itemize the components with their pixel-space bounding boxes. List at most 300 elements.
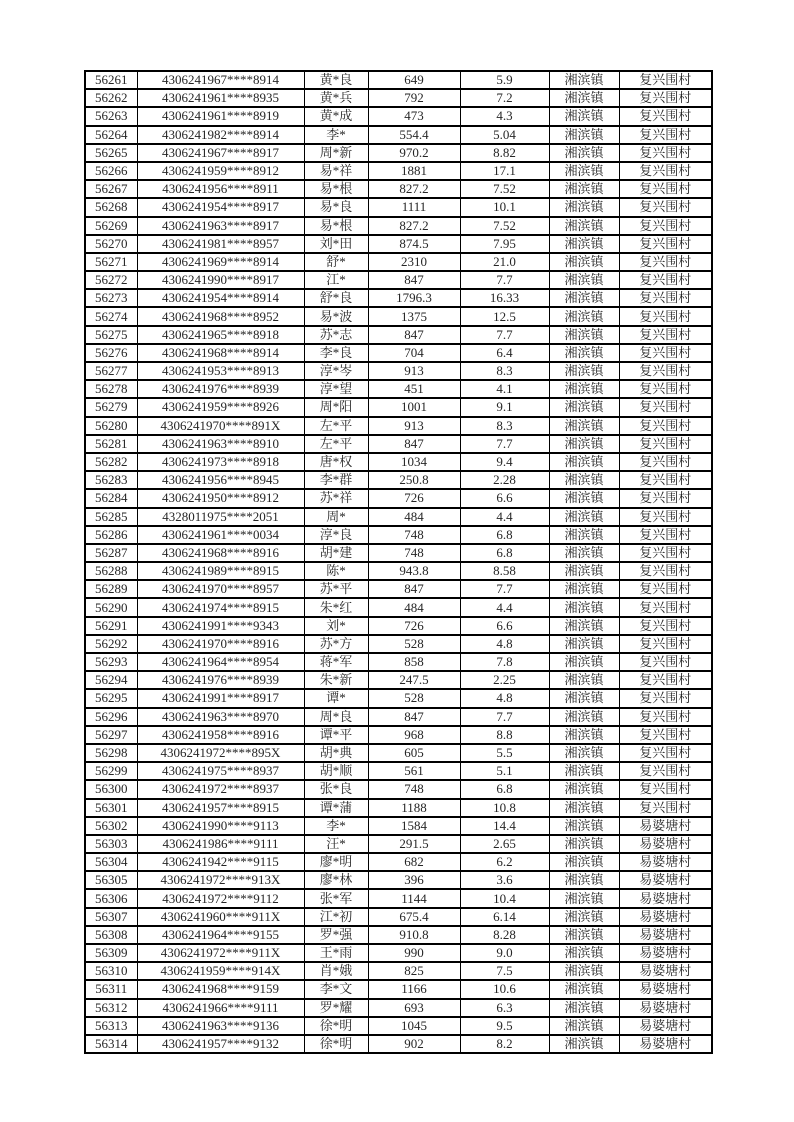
cell-masked-id-number: 4306241968****9159	[137, 980, 304, 998]
table-row	[85, 598, 712, 616]
cell-area: 2.65	[460, 835, 549, 853]
cell-masked-id-number: 4306241976****8939	[137, 671, 304, 689]
cell-amount: 1881	[368, 162, 460, 180]
cell-amount: 682	[368, 853, 460, 871]
table-row	[85, 526, 712, 544]
cell-masked-id-number: 4306241954****8917	[137, 198, 304, 216]
cell-village: 复兴围村	[619, 726, 712, 744]
cell-serial-number: 56269	[85, 217, 137, 235]
table-row	[85, 235, 712, 253]
cell-area: 8.3	[460, 417, 549, 435]
cell-town: 湘滨镇	[549, 817, 619, 835]
cell-serial-number: 56268	[85, 198, 137, 216]
cell-amount: 291.5	[368, 835, 460, 853]
cell-masked-name: 谭*	[304, 689, 368, 707]
table-row	[85, 271, 712, 289]
cell-serial-number: 56290	[85, 598, 137, 616]
table-row	[85, 908, 712, 926]
cell-serial-number: 56307	[85, 908, 137, 926]
cell-area: 4.4	[460, 598, 549, 616]
table-row	[85, 926, 712, 944]
cell-masked-id-number: 4306241942****9115	[137, 853, 304, 871]
table-row	[85, 107, 712, 125]
table-row	[85, 89, 712, 107]
cell-town: 湘滨镇	[549, 71, 619, 89]
cell-area: 10.8	[460, 799, 549, 817]
cell-masked-id-number: 4306241968****8914	[137, 344, 304, 362]
cell-town: 湘滨镇	[549, 653, 619, 671]
cell-town: 湘滨镇	[549, 926, 619, 944]
cell-amount: 827.2	[368, 217, 460, 235]
cell-town: 湘滨镇	[549, 835, 619, 853]
cell-serial-number: 56280	[85, 417, 137, 435]
cell-serial-number: 56310	[85, 962, 137, 980]
cell-amount: 1111	[368, 198, 460, 216]
cell-masked-id-number: 4306241990****9113	[137, 817, 304, 835]
table-row	[85, 689, 712, 707]
cell-town: 湘滨镇	[549, 344, 619, 362]
cell-area: 2.28	[460, 471, 549, 489]
table-row	[85, 144, 712, 162]
cell-masked-id-number: 4306241991****9343	[137, 617, 304, 635]
cell-town: 湘滨镇	[549, 799, 619, 817]
cell-amount: 528	[368, 689, 460, 707]
cell-area: 8.2	[460, 1035, 549, 1053]
cell-masked-name: 苏*祥	[304, 489, 368, 507]
cell-serial-number: 56261	[85, 71, 137, 89]
cell-village: 复兴围村	[619, 799, 712, 817]
cell-serial-number: 56284	[85, 489, 137, 507]
cell-village: 复兴围村	[619, 489, 712, 507]
cell-masked-id-number: 4306241961****8919	[137, 107, 304, 125]
cell-masked-name: 朱*红	[304, 598, 368, 616]
cell-masked-name: 苏*平	[304, 580, 368, 598]
cell-village: 复兴围村	[619, 217, 712, 235]
cell-area: 10.6	[460, 980, 549, 998]
cell-area: 7.8	[460, 653, 549, 671]
cell-masked-id-number: 4306241960****911X	[137, 908, 304, 926]
cell-town: 湘滨镇	[549, 126, 619, 144]
cell-masked-id-number: 4306241970****8957	[137, 580, 304, 598]
table-row	[85, 489, 712, 507]
cell-area: 6.8	[460, 526, 549, 544]
cell-town: 湘滨镇	[549, 726, 619, 744]
cell-village: 易婆塘村	[619, 962, 712, 980]
cell-area: 6.6	[460, 617, 549, 635]
cell-town: 湘滨镇	[549, 1017, 619, 1035]
cell-masked-id-number: 4306241968****8916	[137, 544, 304, 562]
cell-masked-name: 朱*新	[304, 671, 368, 689]
cell-village: 易婆塘村	[619, 944, 712, 962]
cell-area: 9.0	[460, 944, 549, 962]
table-row	[85, 453, 712, 471]
cell-amount: 913	[368, 417, 460, 435]
cell-village: 复兴围村	[619, 653, 712, 671]
table-row	[85, 544, 712, 562]
cell-amount: 847	[368, 580, 460, 598]
cell-town: 湘滨镇	[549, 617, 619, 635]
cell-town: 湘滨镇	[549, 562, 619, 580]
cell-village: 易婆塘村	[619, 817, 712, 835]
cell-masked-id-number: 4306241953****8913	[137, 362, 304, 380]
cell-village: 复兴围村	[619, 235, 712, 253]
cell-village: 复兴围村	[619, 126, 712, 144]
cell-masked-name: 易*祥	[304, 162, 368, 180]
cell-village: 复兴围村	[619, 144, 712, 162]
cell-amount: 250.8	[368, 471, 460, 489]
cell-village: 复兴围村	[619, 635, 712, 653]
cell-town: 湘滨镇	[549, 526, 619, 544]
cell-masked-id-number: 4306241989****8915	[137, 562, 304, 580]
cell-masked-name: 胡*建	[304, 544, 368, 562]
table-row	[85, 617, 712, 635]
cell-village: 复兴围村	[619, 362, 712, 380]
cell-amount: 748	[368, 544, 460, 562]
cell-masked-name: 左*平	[304, 435, 368, 453]
cell-town: 湘滨镇	[549, 253, 619, 271]
cell-town: 湘滨镇	[549, 453, 619, 471]
cell-masked-id-number: 4306241957****9132	[137, 1035, 304, 1053]
cell-area: 12.5	[460, 307, 549, 325]
cell-serial-number: 56314	[85, 1035, 137, 1053]
cell-amount: 561	[368, 762, 460, 780]
cell-masked-id-number: 4306241963****8910	[137, 435, 304, 453]
cell-masked-name: 易*波	[304, 307, 368, 325]
cell-town: 湘滨镇	[549, 235, 619, 253]
cell-masked-id-number: 4306241963****9136	[137, 1017, 304, 1035]
cell-village: 复兴围村	[619, 598, 712, 616]
cell-serial-number: 56287	[85, 544, 137, 562]
cell-amount: 943.8	[368, 562, 460, 580]
cell-masked-name: 李*良	[304, 344, 368, 362]
table-row	[85, 380, 712, 398]
table-row	[85, 708, 712, 726]
cell-town: 湘滨镇	[549, 489, 619, 507]
cell-serial-number: 56271	[85, 253, 137, 271]
cell-serial-number: 56312	[85, 999, 137, 1017]
cell-area: 6.6	[460, 489, 549, 507]
cell-serial-number: 56295	[85, 689, 137, 707]
cell-serial-number: 56279	[85, 398, 137, 416]
cell-town: 湘滨镇	[549, 580, 619, 598]
cell-area: 6.3	[460, 999, 549, 1017]
cell-village: 复兴围村	[619, 471, 712, 489]
cell-village: 复兴围村	[619, 89, 712, 107]
cell-masked-name: 左*平	[304, 417, 368, 435]
table-row	[85, 71, 712, 89]
cell-area: 14.4	[460, 817, 549, 835]
cell-village: 复兴围村	[619, 744, 712, 762]
cell-village: 复兴围村	[619, 344, 712, 362]
table-row	[85, 398, 712, 416]
cell-village: 易婆塘村	[619, 835, 712, 853]
cell-village: 复兴围村	[619, 289, 712, 307]
cell-town: 湘滨镇	[549, 1035, 619, 1053]
cell-town: 湘滨镇	[549, 162, 619, 180]
cell-masked-id-number: 4306241972****913X	[137, 871, 304, 889]
table-row	[85, 198, 712, 216]
cell-town: 湘滨镇	[549, 689, 619, 707]
cell-serial-number: 56266	[85, 162, 137, 180]
table-row	[85, 471, 712, 489]
table-row	[85, 289, 712, 307]
table-row	[85, 780, 712, 798]
cell-serial-number: 56270	[85, 235, 137, 253]
cell-town: 湘滨镇	[549, 326, 619, 344]
cell-town: 湘滨镇	[549, 107, 619, 125]
cell-amount: 1375	[368, 307, 460, 325]
cell-village: 复兴围村	[619, 508, 712, 526]
cell-masked-name: 张*军	[304, 889, 368, 907]
cell-area: 7.95	[460, 235, 549, 253]
cell-amount: 913	[368, 362, 460, 380]
table-row	[85, 999, 712, 1017]
cell-village: 复兴围村	[619, 398, 712, 416]
cell-serial-number: 56276	[85, 344, 137, 362]
cell-serial-number: 56300	[85, 780, 137, 798]
table-row	[85, 217, 712, 235]
cell-town: 湘滨镇	[549, 289, 619, 307]
cell-serial-number: 56292	[85, 635, 137, 653]
cell-village: 易婆塘村	[619, 889, 712, 907]
cell-town: 湘滨镇	[549, 144, 619, 162]
table-row	[85, 944, 712, 962]
cell-amount: 726	[368, 617, 460, 635]
cell-masked-name: 谭*平	[304, 726, 368, 744]
cell-area: 3.6	[460, 871, 549, 889]
cell-amount: 2310	[368, 253, 460, 271]
cell-village: 易婆塘村	[619, 853, 712, 871]
cell-village: 复兴围村	[619, 253, 712, 271]
cell-masked-id-number: 4306241972****9112	[137, 889, 304, 907]
cell-amount: 649	[368, 71, 460, 89]
cell-town: 湘滨镇	[549, 362, 619, 380]
cell-masked-name: 江*	[304, 271, 368, 289]
table-row	[85, 162, 712, 180]
cell-masked-name: 肖*娥	[304, 962, 368, 980]
cell-serial-number: 56306	[85, 889, 137, 907]
cell-serial-number: 56263	[85, 107, 137, 125]
cell-serial-number: 56309	[85, 944, 137, 962]
cell-amount: 1001	[368, 398, 460, 416]
cell-town: 湘滨镇	[549, 307, 619, 325]
cell-masked-id-number: 4306241956****8911	[137, 180, 304, 198]
table-row	[85, 253, 712, 271]
cell-serial-number: 56291	[85, 617, 137, 635]
cell-town: 湘滨镇	[549, 508, 619, 526]
table-row	[85, 417, 712, 435]
cell-amount: 247.5	[368, 671, 460, 689]
cell-village: 易婆塘村	[619, 1035, 712, 1053]
cell-village: 复兴围村	[619, 689, 712, 707]
cell-village: 复兴围村	[619, 198, 712, 216]
cell-serial-number: 56305	[85, 871, 137, 889]
cell-village: 复兴围村	[619, 162, 712, 180]
cell-village: 复兴围村	[619, 708, 712, 726]
cell-serial-number: 56277	[85, 362, 137, 380]
cell-masked-id-number: 4306241972****8937	[137, 780, 304, 798]
cell-area: 4.3	[460, 107, 549, 125]
cell-serial-number: 56262	[85, 89, 137, 107]
table-row	[85, 580, 712, 598]
cell-masked-name: 谭*蒲	[304, 799, 368, 817]
cell-area: 2.25	[460, 671, 549, 689]
cell-village: 复兴围村	[619, 107, 712, 125]
cell-serial-number: 56282	[85, 453, 137, 471]
cell-area: 9.4	[460, 453, 549, 471]
cell-masked-name: 刘*田	[304, 235, 368, 253]
cell-amount: 825	[368, 962, 460, 980]
cell-town: 湘滨镇	[549, 999, 619, 1017]
cell-serial-number: 56275	[85, 326, 137, 344]
cell-masked-id-number: 4306241974****8915	[137, 598, 304, 616]
cell-area: 6.8	[460, 780, 549, 798]
cell-masked-id-number: 4306241967****8917	[137, 144, 304, 162]
cell-village: 易婆塘村	[619, 926, 712, 944]
cell-village: 复兴围村	[619, 380, 712, 398]
cell-village: 复兴围村	[619, 71, 712, 89]
cell-area: 8.82	[460, 144, 549, 162]
cell-amount: 970.2	[368, 144, 460, 162]
table-row	[85, 344, 712, 362]
cell-area: 8.28	[460, 926, 549, 944]
cell-amount: 748	[368, 526, 460, 544]
cell-area: 5.1	[460, 762, 549, 780]
cell-masked-id-number: 4306241970****8916	[137, 635, 304, 653]
cell-amount: 1584	[368, 817, 460, 835]
cell-masked-name: 易*根	[304, 180, 368, 198]
cell-masked-id-number: 4306241961****0034	[137, 526, 304, 544]
cell-town: 湘滨镇	[549, 908, 619, 926]
cell-masked-name: 罗*耀	[304, 999, 368, 1017]
cell-serial-number: 56299	[85, 762, 137, 780]
table-row	[85, 962, 712, 980]
cell-village: 复兴围村	[619, 435, 712, 453]
cell-amount: 902	[368, 1035, 460, 1053]
cell-amount: 528	[368, 635, 460, 653]
table-row	[85, 744, 712, 762]
table-row	[85, 635, 712, 653]
cell-masked-name: 周*阳	[304, 398, 368, 416]
cell-masked-name: 黄*良	[304, 71, 368, 89]
cell-village: 复兴围村	[619, 453, 712, 471]
cell-village: 复兴围村	[619, 780, 712, 798]
cell-town: 湘滨镇	[549, 544, 619, 562]
cell-area: 5.9	[460, 71, 549, 89]
cell-area: 10.1	[460, 198, 549, 216]
cell-town: 湘滨镇	[549, 671, 619, 689]
cell-amount: 910.8	[368, 926, 460, 944]
cell-area: 9.1	[460, 398, 549, 416]
cell-village: 易婆塘村	[619, 1017, 712, 1035]
cell-area: 17.1	[460, 162, 549, 180]
cell-town: 湘滨镇	[549, 635, 619, 653]
cell-village: 复兴围村	[619, 417, 712, 435]
cell-masked-id-number: 4306241967****8914	[137, 71, 304, 89]
cell-amount: 675.4	[368, 908, 460, 926]
cell-town: 湘滨镇	[549, 89, 619, 107]
cell-village: 复兴围村	[619, 271, 712, 289]
cell-amount: 473	[368, 107, 460, 125]
table-row	[85, 1035, 712, 1053]
cell-masked-name: 淳*良	[304, 526, 368, 544]
cell-masked-id-number: 4306241963****8917	[137, 217, 304, 235]
cell-serial-number: 56272	[85, 271, 137, 289]
cell-area: 16.33	[460, 289, 549, 307]
cell-serial-number: 56302	[85, 817, 137, 835]
cell-serial-number: 56296	[85, 708, 137, 726]
cell-serial-number: 56293	[85, 653, 137, 671]
cell-masked-id-number: 4306241982****8914	[137, 126, 304, 144]
cell-area: 7.52	[460, 217, 549, 235]
cell-masked-name: 江*初	[304, 908, 368, 926]
cell-masked-id-number: 4306241954****8914	[137, 289, 304, 307]
cell-masked-id-number: 4306241972****895X	[137, 744, 304, 762]
table-row	[85, 126, 712, 144]
cell-town: 湘滨镇	[549, 435, 619, 453]
cell-masked-name: 周*	[304, 508, 368, 526]
cell-masked-name: 周*良	[304, 708, 368, 726]
cell-town: 湘滨镇	[549, 962, 619, 980]
cell-serial-number: 56304	[85, 853, 137, 871]
cell-serial-number: 56285	[85, 508, 137, 526]
subsidy-roster-table	[84, 70, 713, 1054]
cell-masked-id-number: 4306241964****9155	[137, 926, 304, 944]
cell-masked-name: 胡*典	[304, 744, 368, 762]
cell-area: 8.58	[460, 562, 549, 580]
cell-area: 7.7	[460, 435, 549, 453]
cell-town: 湘滨镇	[549, 708, 619, 726]
cell-masked-name: 易*良	[304, 198, 368, 216]
cell-town: 湘滨镇	[549, 944, 619, 962]
cell-masked-name: 李*群	[304, 471, 368, 489]
cell-village: 易婆塘村	[619, 999, 712, 1017]
cell-serial-number: 56298	[85, 744, 137, 762]
cell-serial-number: 56267	[85, 180, 137, 198]
cell-amount: 748	[368, 780, 460, 798]
cell-village: 复兴围村	[619, 326, 712, 344]
cell-serial-number: 56278	[85, 380, 137, 398]
cell-amount: 605	[368, 744, 460, 762]
cell-amount: 1796.3	[368, 289, 460, 307]
cell-area: 6.14	[460, 908, 549, 926]
cell-serial-number: 56289	[85, 580, 137, 598]
cell-town: 湘滨镇	[549, 780, 619, 798]
cell-masked-id-number: 4306241959****8912	[137, 162, 304, 180]
cell-area: 6.4	[460, 344, 549, 362]
cell-masked-id-number: 4306241965****8918	[137, 326, 304, 344]
cell-amount: 1166	[368, 980, 460, 998]
cell-village: 复兴围村	[619, 307, 712, 325]
cell-serial-number: 56297	[85, 726, 137, 744]
cell-masked-id-number: 4306241957****8915	[137, 799, 304, 817]
cell-village: 复兴围村	[619, 544, 712, 562]
cell-area: 4.8	[460, 635, 549, 653]
cell-area: 7.52	[460, 180, 549, 198]
cell-masked-id-number: 4306241970****891X	[137, 417, 304, 435]
cell-amount: 847	[368, 271, 460, 289]
cell-area: 7.7	[460, 326, 549, 344]
cell-masked-id-number: 4306241973****8918	[137, 453, 304, 471]
cell-amount: 847	[368, 326, 460, 344]
cell-area: 7.2	[460, 89, 549, 107]
cell-town: 湘滨镇	[549, 762, 619, 780]
cell-amount: 1144	[368, 889, 460, 907]
cell-masked-name: 苏*志	[304, 326, 368, 344]
cell-masked-id-number: 4306241963****8970	[137, 708, 304, 726]
cell-serial-number: 56273	[85, 289, 137, 307]
cell-amount: 484	[368, 598, 460, 616]
